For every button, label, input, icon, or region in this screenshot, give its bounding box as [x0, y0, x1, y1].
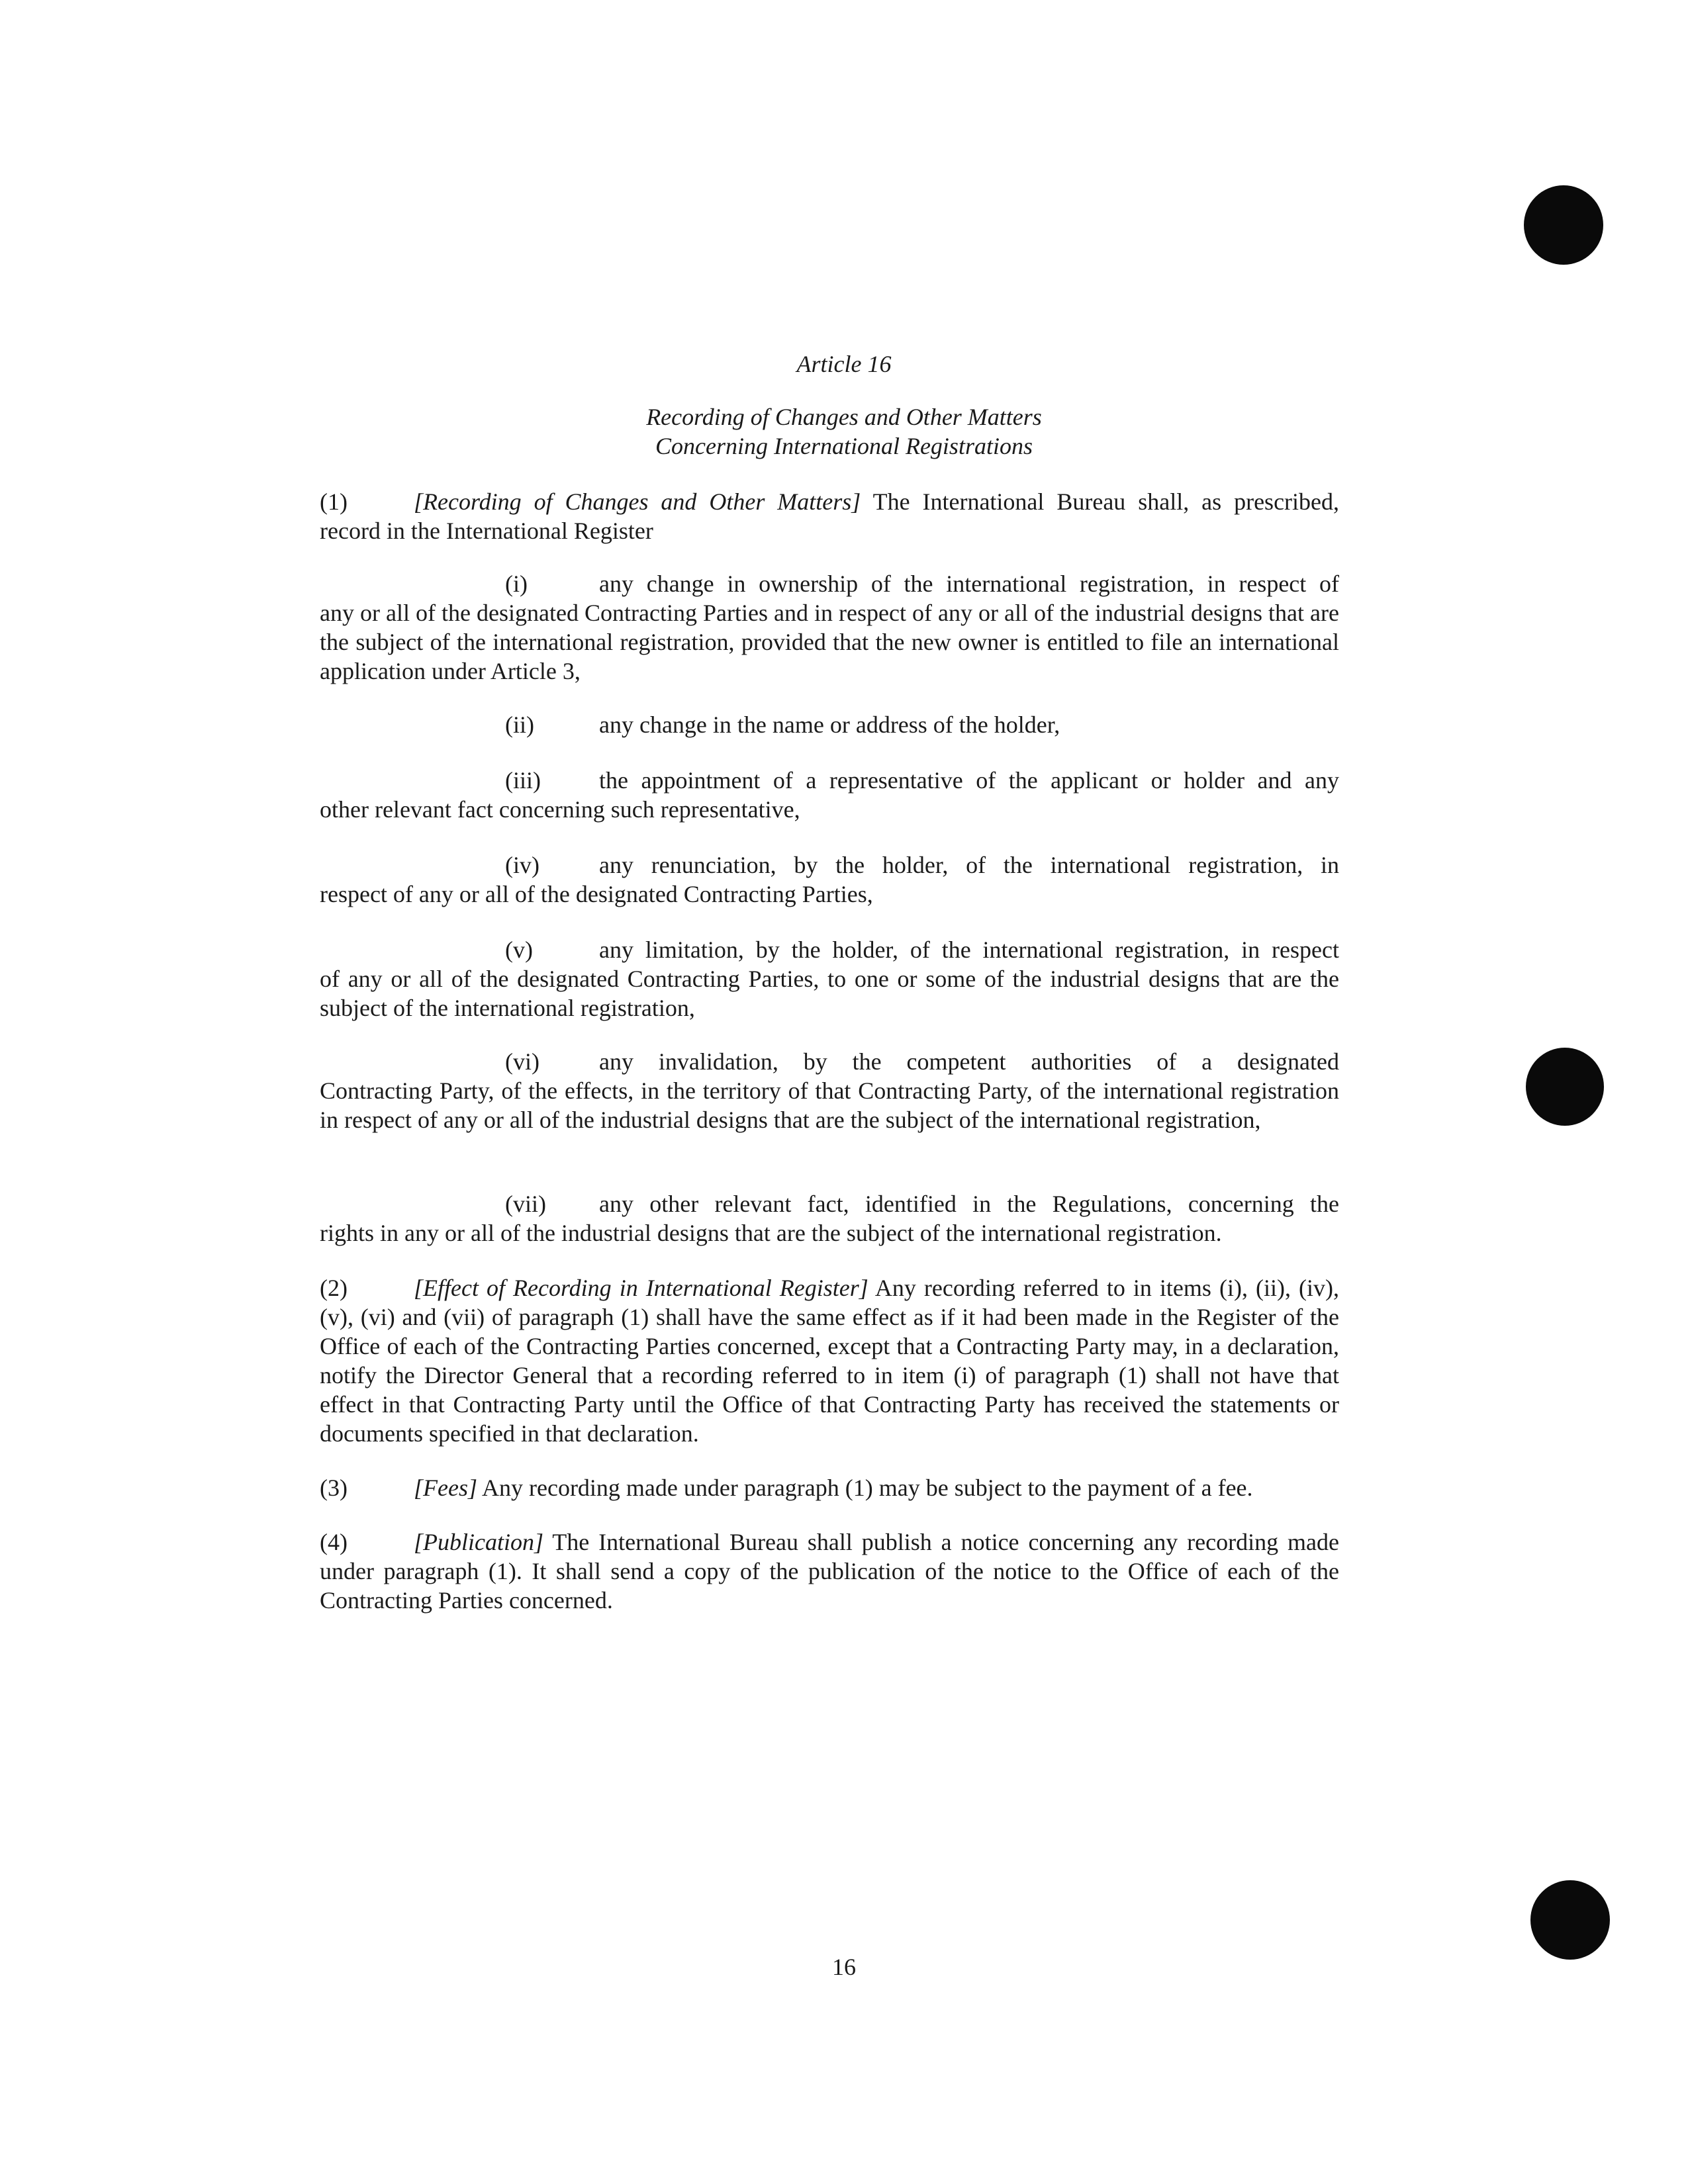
list-item — [320, 710, 1339, 739]
paragraph-text: The International Bureau shall publish a notice concerning any recording made under paragraph (1). It shall send a copy of the publication of the notice to the Office of each of the Contracting Parties concerned. — [320, 1529, 1339, 1614]
article-number: Article 16 — [796, 351, 892, 377]
item-text: rights in any or all of the industrial designs that are the subject of the international registration. — [320, 1220, 1222, 1246]
paragraph-number: (3) — [320, 1475, 348, 1501]
list-item — [320, 850, 1339, 909]
item-text: other relevant fact concerning such representative, — [320, 796, 800, 823]
paragraph-text: Any recording referred to in items (i), (ii), (iv), (v), (vi) and (vii) of paragraph (1) shall have the same effect as if it had been made in the Register of the Office of each of the Contracting Parties concerned, except that a Contracting Party may, in a declaration, notify the Director General that a recording referred to in item (i) of paragraph (1) shall not have that effect in that Contracting Party until the Office of that Contracting Party has received the statements or documents specified in that declaration. — [320, 1275, 1339, 1447]
item-text: of any or all of the designated Contracting Parties, to one or some of the industrial designs that are the subject of the international registration, — [320, 966, 1339, 1021]
paragraph-heading: [Recording of Changes and Other Matters] — [414, 488, 861, 515]
punch-hole-top — [1524, 185, 1603, 265]
list-item — [320, 1189, 1339, 1248]
paragraph-text-continued: record in the International Register — [320, 518, 653, 544]
item-first-line: any change in ownership of the international registration, in respect of — [599, 570, 1339, 597]
item-number: (iii) — [505, 767, 541, 794]
paragraph-3 — [320, 1473, 1339, 1502]
item-first-line: any limitation, by the holder, of the international registration, in respect — [599, 936, 1339, 963]
item-number: (ii) — [505, 711, 534, 738]
paragraph-heading: [Publication] — [414, 1529, 543, 1555]
item-number: (vii) — [505, 1191, 546, 1217]
punch-hole-bottom — [1530, 1880, 1610, 1960]
article-title-line-2: Concerning International Registrations — [655, 433, 1033, 459]
list-item — [320, 935, 1339, 1023]
item-first-line: the appointment of a representative of the applicant or holder and any — [599, 767, 1339, 794]
item-text: any or all of the designated Contracting Parties and in respect of any or all of the industrial designs that are the subject of the international registration, provided that the new owner is entitled to file an international application under Article 3, — [320, 600, 1339, 684]
paragraph-number: (2) — [320, 1275, 348, 1301]
item-first-line: any invalidation, by the competent authorities of a designated — [599, 1048, 1339, 1075]
paragraph-4 — [320, 1527, 1339, 1615]
item-number: (v) — [505, 936, 533, 963]
paragraph-number: (1) — [320, 488, 348, 515]
article-title-line-1: Recording of Changes and Other Matters — [646, 404, 1042, 430]
paragraph-heading: [Effect of Recording in International Register] — [414, 1275, 868, 1301]
item-text: Contracting Party, of the effects, in the territory of that Contracting Party, of the international registration in respect of any or all of the industrial designs that are the subject of the international registration, — [320, 1077, 1339, 1133]
list-item — [320, 1047, 1339, 1134]
item-number: (vi) — [505, 1048, 539, 1075]
item-first-line: any renunciation, by the holder, of the international registration, in — [599, 852, 1339, 878]
paragraph-text: Any recording made under paragraph (1) may be subject to the payment of a fee. — [482, 1475, 1253, 1501]
item-number: (i) — [505, 570, 528, 597]
paragraph-heading: [Fees] — [414, 1475, 477, 1501]
paragraph-1-first-line — [320, 487, 1339, 516]
page-number: 16 — [832, 1954, 856, 1980]
item-number: (iv) — [505, 852, 539, 878]
paragraph-text: The International Bureau shall, as prescribed, — [872, 488, 1340, 515]
item-first-line: any other relevant fact, identified in the Regulations, concerning the — [599, 1191, 1339, 1217]
list-item — [320, 766, 1339, 824]
item-first-line: any change in the name or address of the holder, — [599, 711, 1060, 738]
punch-hole-middle — [1526, 1048, 1604, 1126]
paragraph-number: (4) — [320, 1529, 348, 1555]
paragraph-2 — [320, 1273, 1339, 1448]
item-text: respect of any or all of the designated Contracting Parties, — [320, 881, 873, 907]
paragraph-1 — [320, 487, 1339, 545]
list-item — [320, 569, 1339, 686]
